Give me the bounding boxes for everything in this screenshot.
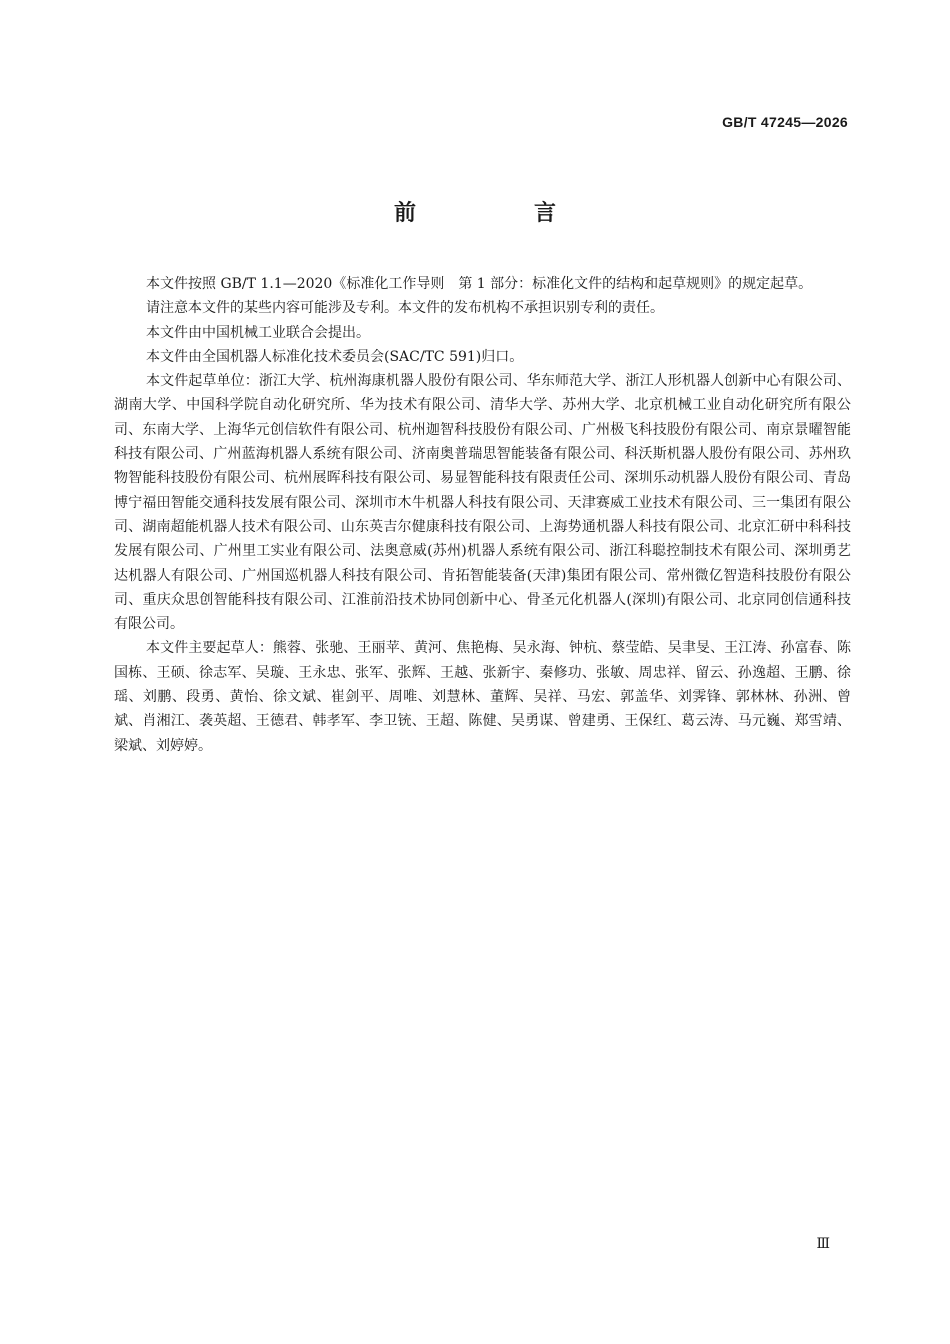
paragraph-patent-notice: 请注意本文件的某些内容可能涉及专利。本文件的发布机构不承担识别专利的责任。 bbox=[146, 300, 664, 317]
paragraph-committee: 本文件由全国机器人标准化技术委员会(SAC/TC 591)归口。 bbox=[146, 348, 524, 365]
paragraph-drafting-rules: 本文件按照 GB/T 1.1—2020《标准化工作导则 第 1 部分：标准化文件的结构和起草规则》的规定起草。 bbox=[146, 276, 813, 292]
page-number: Ⅲ bbox=[816, 1237, 830, 1252]
document-code: GB/T 47245—2026 bbox=[722, 114, 848, 130]
paragraph-drafting-units: 本文件起草单位：浙江大学、杭州海康机器人股份有限公司、华东师范大学、浙江人形机器人创新中心有限公司、湖南大学、中国科学院自动化研究所、华为技术有限公司、清华大学、苏州大学、北京机械工业自动化研究所有限公司、东南大学、上海华元创信软件有限公司、杭州迦智科技股份有限公司、广州极飞科技股份有限公司、南京景曜智能科技有限公司、广州蓝海机器人系统有限公司、济南奥普瑞思智能装备有限公司、科沃斯机器人股份有限公司、苏州玖物智能科技股份有限公司、杭州展晖科技有限公司、易显智能科技有限责任公司、深圳乐动机器人股份有限公司、青岛博宁福田智能交通科技发展有限公司、深圳市木牛机器人科技有限公司、天津赛威工业技术有限公司、三一集团有限公司、湖南超能机器人技术有限公司、山东英吉尔健康科技有限公司、上海势通机器人科技有限公司、北京汇研中科科技发展有限公司、广州里工实业有限公司、法奥意威(苏州)机器人系统有限公司、浙江科聪控制技术有限公司、深圳勇艺达机器人有限公司、广州国巡机器人科技有限公司、肯拓智能装备(天津)集团有限公司、常州微亿智造科技股份有限公司、重庆众思创智能科技有限公司、江淮前沿技术协同创新中心、骨圣元化机器人(深圳)有限公司、北京同创信通科技有限公司。 bbox=[114, 373, 851, 633]
paragraph-drafters: 本文件主要起草人：熊蓉、张驰、王丽苹、黄河、焦艳梅、吴永海、钟杭、蔡莹皓、吴聿旻、王江涛、孙富春、陈国栋、王硕、徐志军、吴璇、王永忠、张军、张辉、王越、张新宇、秦修功、张敏、周忠祥、留云、孙逸超、王鹏、徐瑶、刘鹏、段勇、黄怡、徐文斌、崔剑平、周唯、刘慧林、董辉、吴祥、马宏、郭盖华、刘霁锋、郭林林、孙洲、曾斌、肖湘江、袭英超、王德君、韩孝军、李卫铳、王超、陈健、吴勇谋、曾建勇、王保红、葛云涛、马元巍、郑雪靖、梁斌、刘婷婷。 bbox=[114, 640, 851, 754]
page-title: 前 言 bbox=[393, 201, 604, 226]
paragraph-proposer: 本文件由中国机械工业联合会提出。 bbox=[146, 324, 370, 341]
foreword-body bbox=[114, 272, 851, 758]
